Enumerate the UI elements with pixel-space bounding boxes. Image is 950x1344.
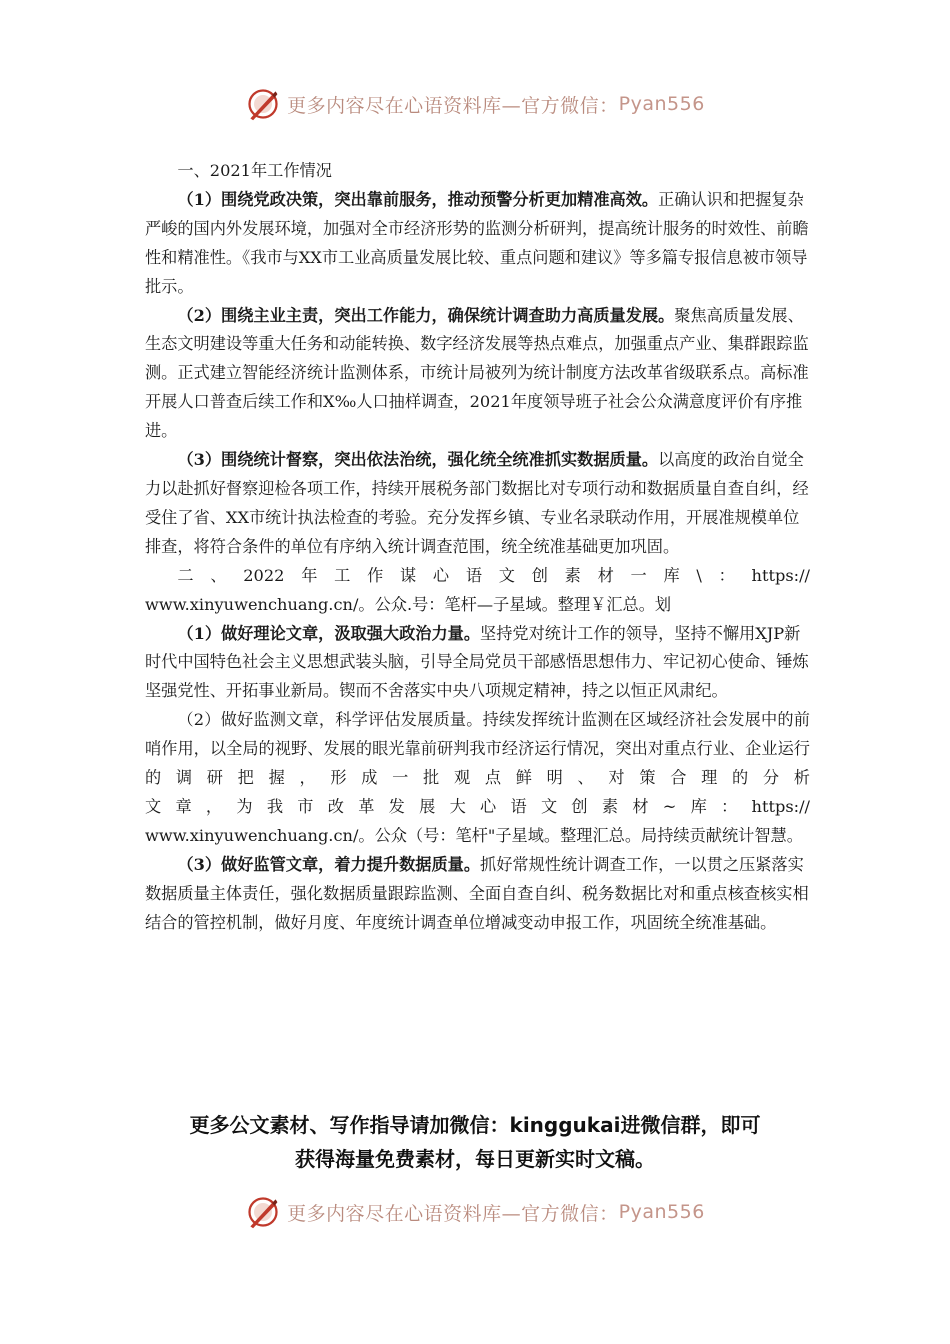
section1-item2-lead: （2）围绕主业主责，突出工作能力，确保统计调查助力高质量发展。 (177, 305, 675, 325)
footer-note-line1: 更多公文素材、写作指导请加微信：kinggukai进微信群，即可 (189, 1113, 761, 1137)
section1-item3-lead: （3）围绕统计督察，突出依法治统，强化统全统准抓实数据质量。 (177, 450, 659, 470)
document-body (145, 157, 810, 937)
footer-banner (0, 1192, 950, 1232)
section1-title: 一、2021年工作情况 (177, 161, 332, 180)
section2-item1-body: 坚持党对统计工作的领导，坚持不懈用XJP新时代中国特色社会主义思想武装头脑，引导全局党员干部感悟思想伟力、牢记初心使命、锤炼坚强党性、开拓事业新局。锲而不舍落实中央八项规定精神，持之以恒正风肃纪。 (145, 623, 809, 701)
section2-item1-lead: （1）做好理论文章，汲取强大政治力量。 (177, 623, 481, 643)
section1-item2-body: 聚焦高质量发展、生态文明建设等重大任务和动能转换、数字经济发展等热点难点，加强重点产业、集群跟踪监测。正式建立智能经济统计监测体系，市统计局被列为统计制度方法改革省级联系点。高标准开展人口普查后续工作和X‰人口抽样调查，2021年度领导班子社会公众满意度评价有序推进。 (145, 305, 809, 441)
section2-item2-a: （2）做好监测文章，科学评估发展质量。持续发挥统计监测在区域经济社会发展中的前哨作用，以全局的视野、发展的眼光靠前研判我市经济运行情况，突出对重点行业、企业运行的调研把握，形成一批观点鲜明、对策合理的分析 (145, 710, 810, 788)
section2-title-line2: www.xinyuwenchuang.cn/。公众.号：笔杆—子星域。整理￥汇总。划 (145, 594, 672, 614)
section1-item1-body: 正确认识和把握复杂严峻的国内外发展环境，加强对全市经济形势的监测分析研判，提高统计服务的时效性、前瞻性和精准性。《我市与XX市工业高质量发展比较、重点问题和建议》等多篇专报信息被市领导批示。 (145, 189, 809, 296)
section2-item3-lead: （3）做好监管文章，着力提升数据质量。 (177, 854, 481, 874)
section2-title-line1: 二、2022年工作谋心语文创素材一库\：https:// (177, 565, 810, 585)
banner-text: 更多内容尽在心语资料库—官方微信： (287, 94, 619, 117)
pen-logo-icon (245, 86, 281, 122)
section2-item2-c: www.xinyuwenchuang.cn/。公众（号：笔杆"子星域。整理汇总。局持续贡献统计智慧。 (145, 825, 803, 845)
section2-item3-body: 抓好常规性统计调查工作，一以贯之压紧落实数据质量主体责任，强化数据质量跟踪监测、全面自查自纠、税务数据比对和重点核查核实相结合的管控机制，做好月度、年度统计调查单位增减变动申报工作，巩固统全统准基础。 (145, 854, 809, 932)
section1-item1-lead: （1）围绕党政决策，突出靠前服务，推动预警分析更加精准高效。 (177, 189, 659, 209)
pen-logo-icon (245, 1194, 281, 1230)
section2-item1 (145, 620, 810, 707)
section1-item3-body: 以高度的政治自觉全力以赴抓好督察迎检各项工作，持续开展税务部门数据比对专项行动和数据质量自查自纠，经受住了省、XX市统计执法检查的考验。充分发挥乡镇、专业名录联动作用，开展准规模单位排查，将符合条件的单位有序纳入统计调查范围，统全统准基础更加巩固。 (145, 450, 809, 556)
banner-wechat-id: Pyan556 (618, 1201, 705, 1223)
section1-item1 (145, 186, 810, 302)
section1-item3 (145, 446, 810, 562)
banner-text: 更多内容尽在心语资料库—官方微信： (287, 1202, 619, 1225)
footer-note-line2: 获得海量免费素材，每日更新实时文稿。 (295, 1147, 655, 1171)
header-banner (0, 84, 950, 124)
section2-item2-b: 文章，为我市改革发展大心语文创素材~库：https:// (145, 796, 810, 816)
footer-note (0, 1108, 950, 1176)
banner-wechat-id: Pyan556 (618, 93, 705, 115)
section1-item2 (145, 302, 810, 447)
section2-item3 (145, 851, 810, 938)
